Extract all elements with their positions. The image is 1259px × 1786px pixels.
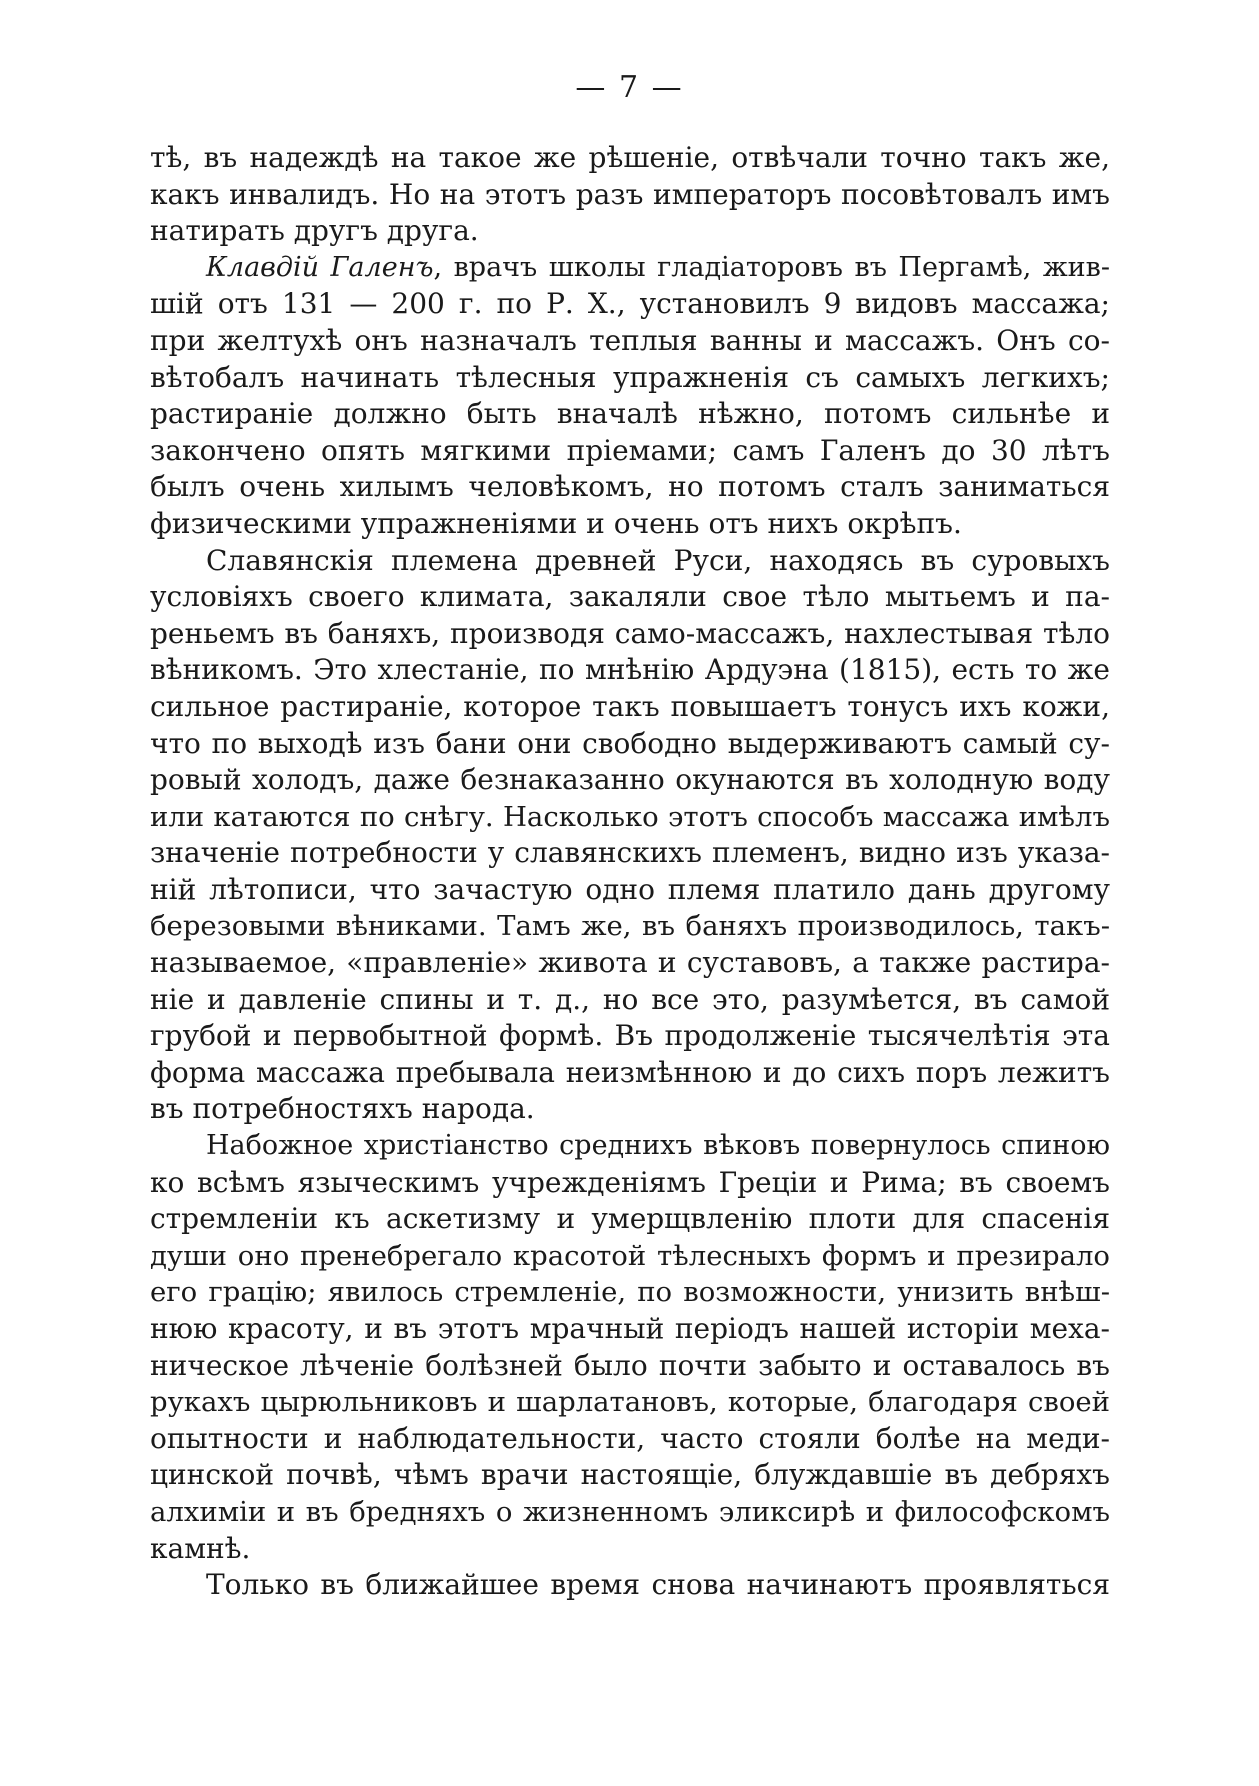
text-line: камнѣ.: [150, 1531, 251, 1565]
paragraph-4: [150, 1128, 1110, 1567]
text-line: былъ очень хилымъ человѣкомъ, но потомъ сталъ заниматься: [150, 470, 1110, 504]
italic-name: Клавдій Галенъ: [206, 251, 434, 283]
text-line: Набожное христіанство среднихъ вѣковъ повернулось спиною: [206, 1130, 1110, 1162]
text-line: опытности и наблюдательности, часто стояли болѣе на меди-: [150, 1421, 1110, 1455]
text-line: растираніе должно быть вначалѣ нѣжно, потомъ сильнѣе и: [150, 397, 1110, 431]
text-line: стремленіи къ аскетизму и умерщвленію плоти для спасенія: [150, 1202, 1110, 1236]
text-line: форма массажа пребывала неизмѣнною и до сихъ поръ лежитъ: [150, 1055, 1110, 1089]
text-line: души оно пренебрегало красотой тѣлесныхъ формъ и презирало: [150, 1239, 1110, 1272]
paragraph-2: [150, 250, 1110, 543]
text-line: ніе и давленіе спины и т. д., но все это, разумѣется, въ самой: [150, 982, 1110, 1016]
text-line: березовыми вѣниками. Тамъ же, въ баняхъ производилось, такъ-: [150, 910, 1110, 943]
paragraph-1: [150, 140, 1110, 250]
text-line: физическими упражненіями и очень отъ нихъ окрѣпъ.: [150, 506, 962, 540]
text-line: что по выходѣ изъ бани они свободно выдерживаютъ самый су-: [150, 726, 1110, 760]
text-line: тѣ, въ надеждѣ на такое же рѣшеніе, отвѣчали точно такъ же,: [150, 141, 1110, 174]
text-line: рукахъ цырюльниковъ и шарлатановъ, которые, благодаря своей: [150, 1386, 1110, 1419]
text-line: Только въ ближайшее время снова начинаютъ проявляться: [206, 1568, 1110, 1602]
text-line: ническое лѣченіе болѣзней было почти забыто и оставалось въ: [150, 1348, 1110, 1382]
body-text: [150, 140, 1110, 1604]
text-line: ровый холодъ, даже безнаказанно окунаются въ холодную воду: [150, 763, 1110, 797]
paragraph-5: [150, 1567, 1110, 1604]
text-line: въ потребностяхъ народа.: [150, 1092, 535, 1126]
paragraph-3: [150, 543, 1110, 1129]
text-line: нюю красоту, и въ этотъ мрачный періодъ нашей исторіи меха-: [150, 1312, 1110, 1345]
text-line: при желтухѣ онъ назначалъ теплыя ванны и массажъ. Онъ со-: [150, 323, 1110, 357]
page-number: — 7 —: [575, 70, 684, 105]
text-line-with-name: [150, 250, 1110, 287]
text-line: закончено опять мягкими пріемами; самъ Галенъ до 30 лѣтъ: [150, 433, 1110, 467]
text-line: цинской почвѣ, чѣмъ врачи настоящіе, блуждавшіе въ дебряхъ: [150, 1458, 1110, 1492]
text-line: или катаются по снѣгу. Насколько этотъ способъ массажа имѣлъ: [150, 800, 1110, 833]
text-line: условіяхъ своего климата, закаляли свое тѣло мытьемъ и па-: [150, 580, 1110, 614]
text-line: ній лѣтописи, что зачастую одно племя платило дань другому: [150, 872, 1110, 906]
text-line: шій отъ 131 — 200 г. по Р. Х., установилъ 9 видовъ массажа;: [150, 287, 1110, 321]
text-line: значеніе потребности у славянскихъ племенъ, видно изъ указа-: [150, 836, 1110, 870]
text-line-remainder: , врачъ школы гладіаторовъ въ Пергамѣ, жив-: [433, 251, 1110, 283]
text-line: натирать другъ друга.: [150, 214, 479, 248]
text-line: сильное растираніе, которое такъ повышаетъ тонусъ ихъ кожи,: [150, 689, 1110, 723]
text-line: вѣтобалъ начинать тѣлесныя упражненія съ самыхъ легкихъ;: [150, 360, 1110, 394]
text-line: Славянскія племена древней Руси, находясь въ суровыхъ: [206, 543, 1110, 577]
text-line: ко всѣмъ языческимъ учрежденіямъ Греціи и Рима; въ своемъ: [150, 1165, 1110, 1199]
text-line: какъ инвалидъ. Но на этотъ разъ императоръ посовѣтовалъ имъ: [150, 177, 1110, 211]
text-line: вѣникомъ. Это хлестаніе, по мнѣнію Ардуэна (1815), есть то же: [150, 653, 1110, 687]
text-line: грубой и первобытной формѣ. Въ продолженіе тысячелѣтія эта: [150, 1019, 1110, 1053]
text-line: алхиміи и въ бредняхъ о жизненномъ эликсирѣ и философскомъ: [150, 1495, 1110, 1528]
text-line: называемое, «правленіе» живота и суставовъ, а также растира-: [150, 946, 1110, 980]
text-line: реньемъ въ баняхъ, производя само-массажъ, нахлестывая тѣло: [150, 616, 1110, 650]
text-line: его грацію; явилось стремленіе, по возможности, унизить внѣш-: [150, 1276, 1110, 1309]
